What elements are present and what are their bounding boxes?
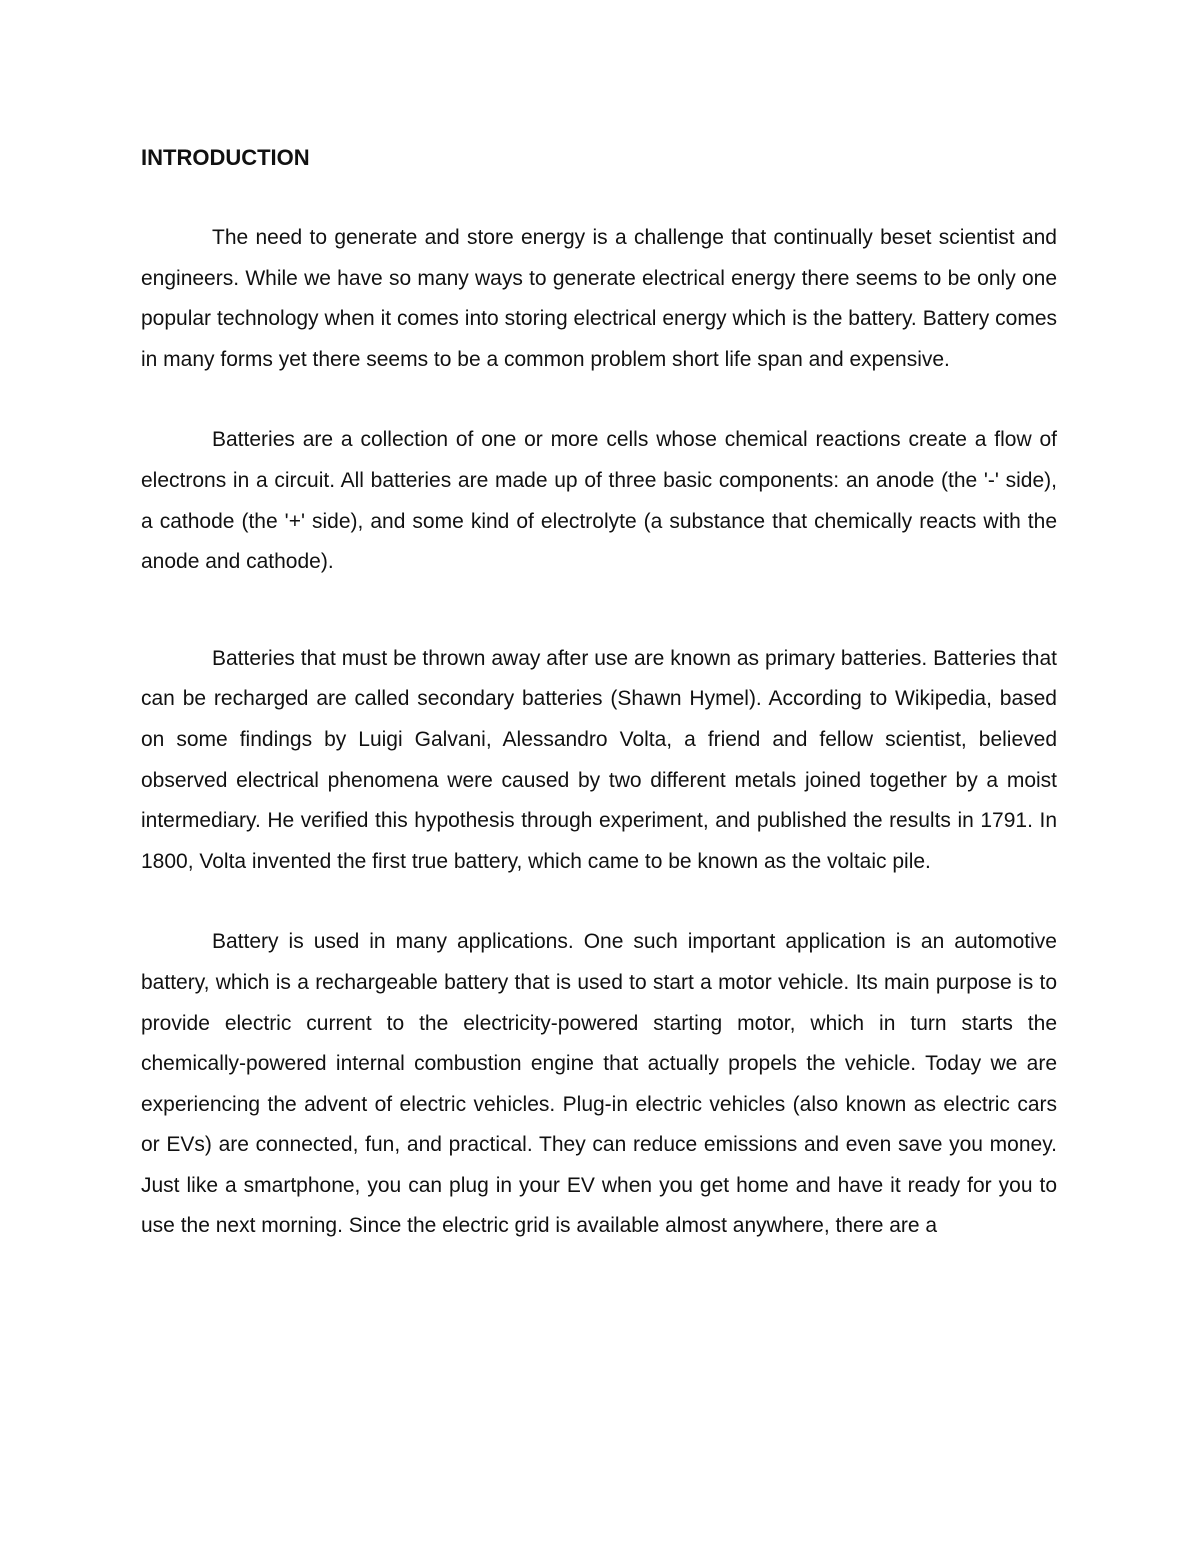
paragraph-battery-applications: Battery is used in many applications. One such important application is an automotive battery, which is a rechargeable battery that is used to start a motor vehicle. Its main purpose is to provide electric current to the electricity-powered starting motor, which in turn starts the chemically-powered internal combustion engine that actually propels the vehicle. Today we are experiencing the advent of electric vehicles. Plug-in electric vehicles (also known as electric cars or EVs) are connected, fun, and practical. They can reduce emissions and even save you money. Just like a smartphone, you can plug in your EV when you get home and have it ready for you to use the next morning. Since the electric grid is available almost anywhere, there are a <box>141 930 1057 1238</box>
section-heading: INTRODUCTION <box>141 145 310 170</box>
document-body <box>141 138 1057 1247</box>
paragraph-battery-history: Batteries that must be thrown away after use are known as primary batteries. Batteries that can be recharged are called secondary batteries (Shawn Hymel). According to Wikipedia, based on some findings by Luigi Galvani, Alessandro Volta, a friend and fellow scientist, believed observed electrical phenomena were caused by two different metals joined together by a moist intermediary. He verified this hypothesis through experiment, and published the results in 1791. In 1800, Volta invented the first true battery, which came to be known as the voltaic pile. <box>141 646 1057 873</box>
paragraph-battery-components: Batteries are a collection of one or more cells whose chemical reactions create a flow of electrons in a circuit. All batteries are made up of three basic components: an anode (the '-' side), a cathode (the '+' side), and some kind of electrolyte (a substance that chemically reacts with the anode and cathode). <box>141 428 1057 574</box>
paragraph-energy-storage: The need to generate and store energy is a challenge that continually beset scientist and engineers. While we have so many ways to generate electrical energy there seems to be only one popular technology when it comes into storing electrical energy which is the battery. Battery comes in many forms yet there seems to be a common problem short life span and expensive. <box>141 226 1057 371</box>
